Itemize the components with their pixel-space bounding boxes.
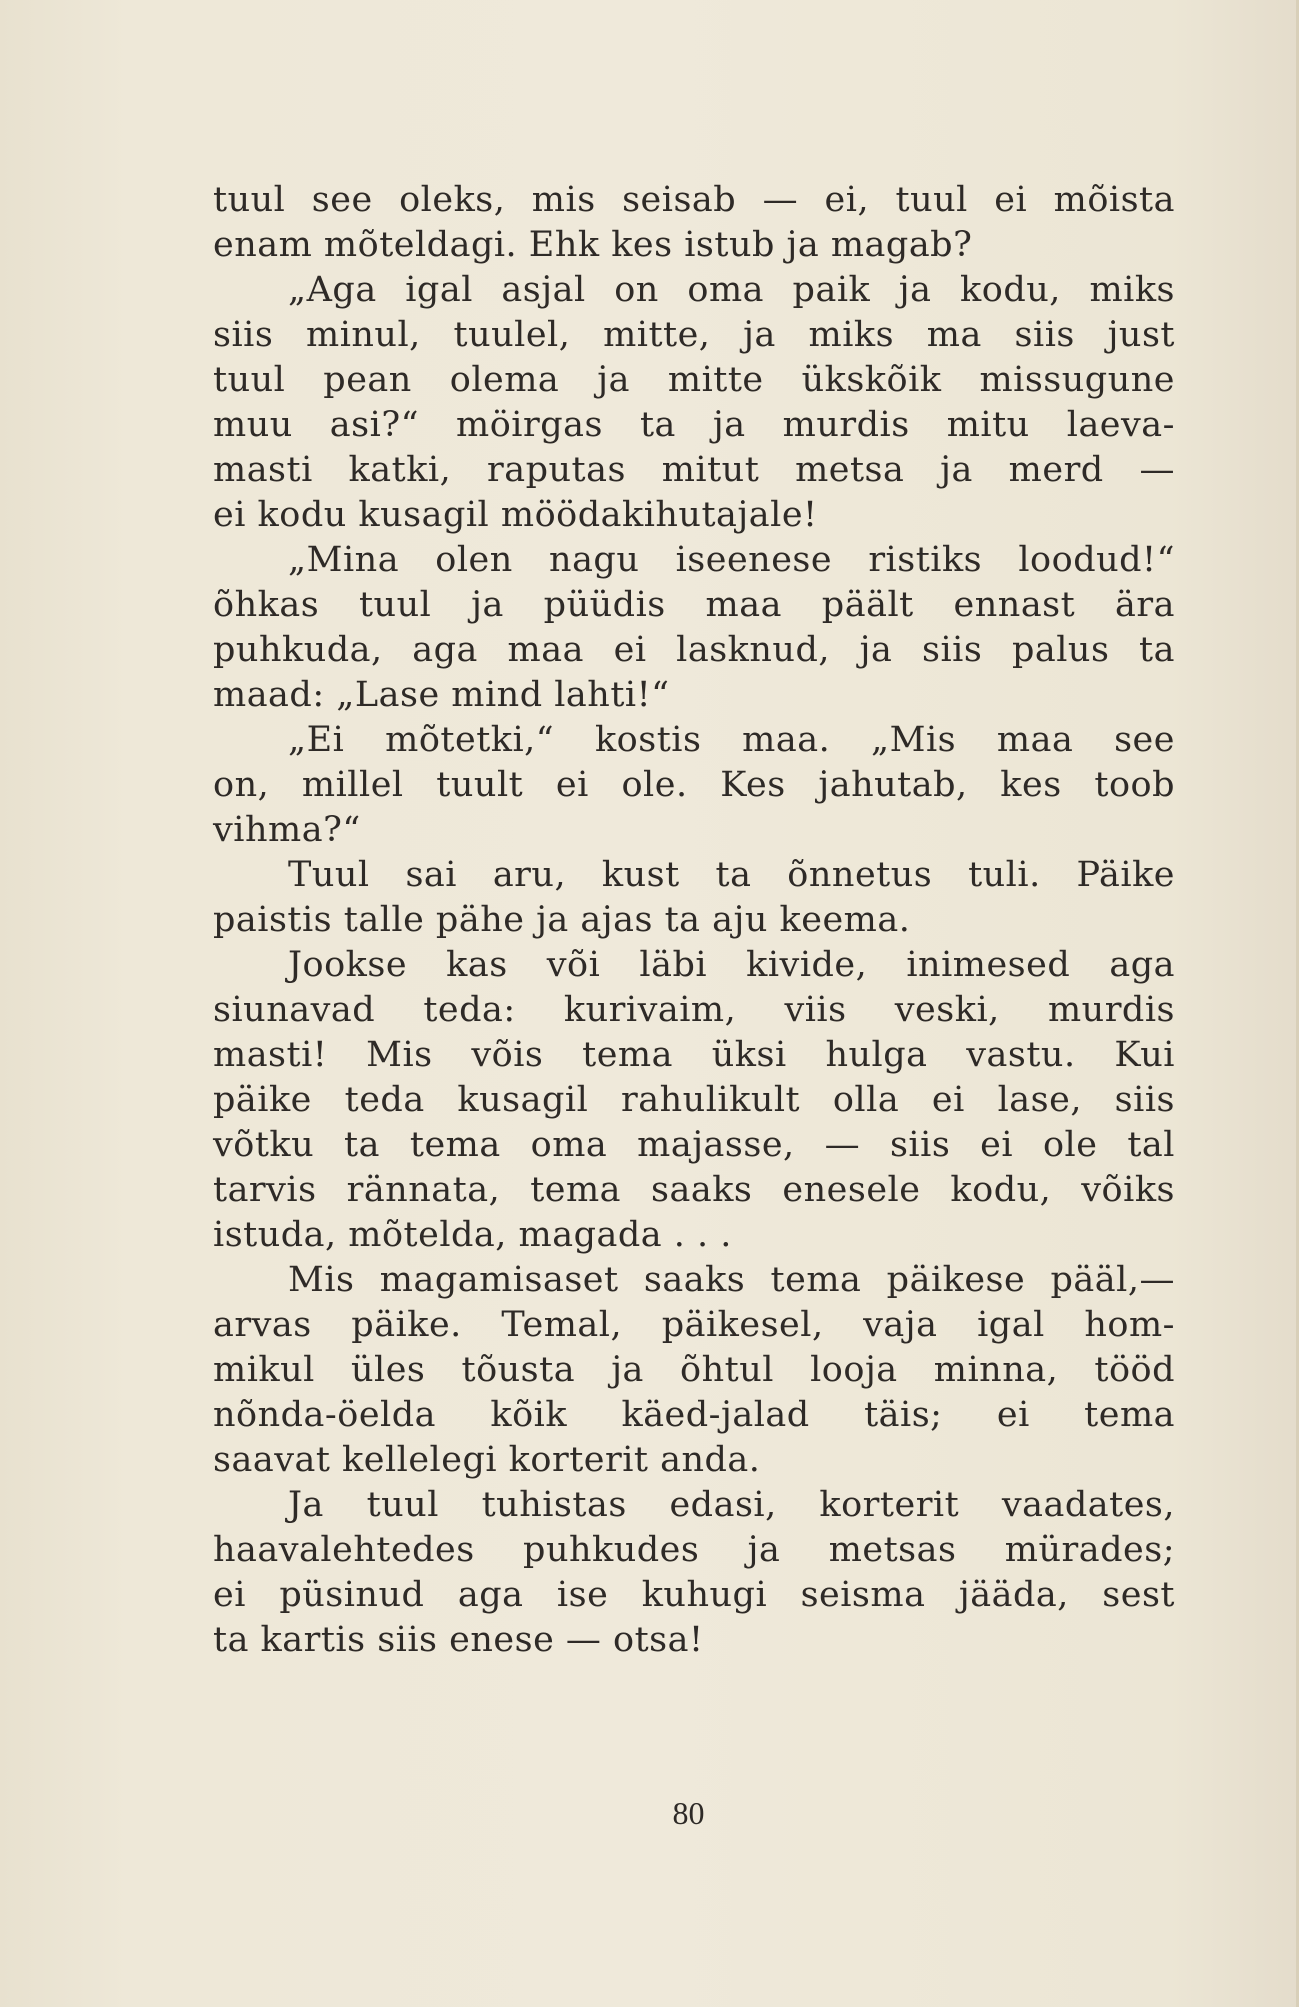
text-line: enam mõteldagi. Ehk kes istub ja magab? [213, 225, 973, 265]
text-line: „Ei mõtetki,“ kostis maa. „Mis maa see [288, 720, 1175, 760]
text-line: päike teda kusagil rahulikult olla ei lase, siis [213, 1080, 1175, 1120]
text-line: arvas päike. Temal, päikesel, vaja igal hom- [213, 1305, 1175, 1345]
text-line: masti! Mis võis tema üksi hulga vastu. Kui [213, 1035, 1175, 1075]
text-line: tuul see oleks, mis seisab — ei, tuul ei mõista [213, 180, 1175, 220]
text-line: ta kartis siis enese — otsa! [213, 1620, 704, 1660]
text-line: Jookse kas või läbi kivide, inimesed aga [288, 945, 1175, 985]
text-line: mikul üles tõusta ja õhtul looja minna, tööd [213, 1350, 1175, 1390]
text-line: Tuul sai aru, kust ta õnnetus tuli. Päike [288, 855, 1175, 895]
text-line: tuul pean olema ja mitte ükskõik missugune [213, 360, 1175, 400]
text-line: haavalehtedes puhkudes ja metsas mürades; [213, 1530, 1175, 1570]
text-line: õhkas tuul ja püüdis maa päält ennast ära [213, 585, 1175, 625]
text-line: ei püsinud aga ise kuhugi seisma jääda, sest [213, 1575, 1175, 1615]
text-line: tarvis rännata, tema saaks enesele kodu, võiks [213, 1170, 1175, 1210]
text-line: vihma?“ [213, 810, 361, 850]
text-line: siis minul, tuulel, mitte, ja miks ma siis just [213, 315, 1175, 355]
text-line: on, millel tuult ei ole. Kes jahutab, kes toob [213, 765, 1175, 805]
text-line: Mis magamisaset saaks tema päikese pääl,— [288, 1260, 1175, 1300]
body-text [213, 178, 1175, 1663]
text-line: „Aga igal asjal on oma paik ja kodu, miks [288, 270, 1175, 310]
text-line: võtku ta tema oma majasse, — siis ei ole tal [213, 1125, 1175, 1165]
text-line: muu asi?“ möirgas ta ja murdis mitu laeva- [213, 405, 1175, 445]
text-line: Ja tuul tuhistas edasi, korterit vaadates, [288, 1485, 1175, 1525]
text-line: nõnda-öelda kõik käed-jalad täis; ei tema [213, 1395, 1175, 1435]
text-line: masti katki, raputas mitut metsa ja merd — [213, 450, 1175, 490]
text-line: maad: „Lase mind lahti!“ [213, 675, 670, 715]
text-line: ei kodu kusagil möödakihutajale! [213, 495, 818, 535]
page-number: 80 [672, 1795, 705, 1831]
text-line: „Mina olen nagu iseenese ristiks loodud!“ [288, 540, 1175, 580]
text-line: saavat kellelegi korterit anda. [213, 1440, 761, 1480]
text-line: paistis talle pähe ja ajas ta aju keema. [213, 900, 911, 940]
text-line: istuda, mõtelda, magada . . . [213, 1215, 732, 1255]
text-line: siunavad teda: kurivaim, viis veski, murdis [213, 990, 1175, 1030]
text-line: puhkuda, aga maa ei lasknud, ja siis palus ta [213, 630, 1175, 670]
